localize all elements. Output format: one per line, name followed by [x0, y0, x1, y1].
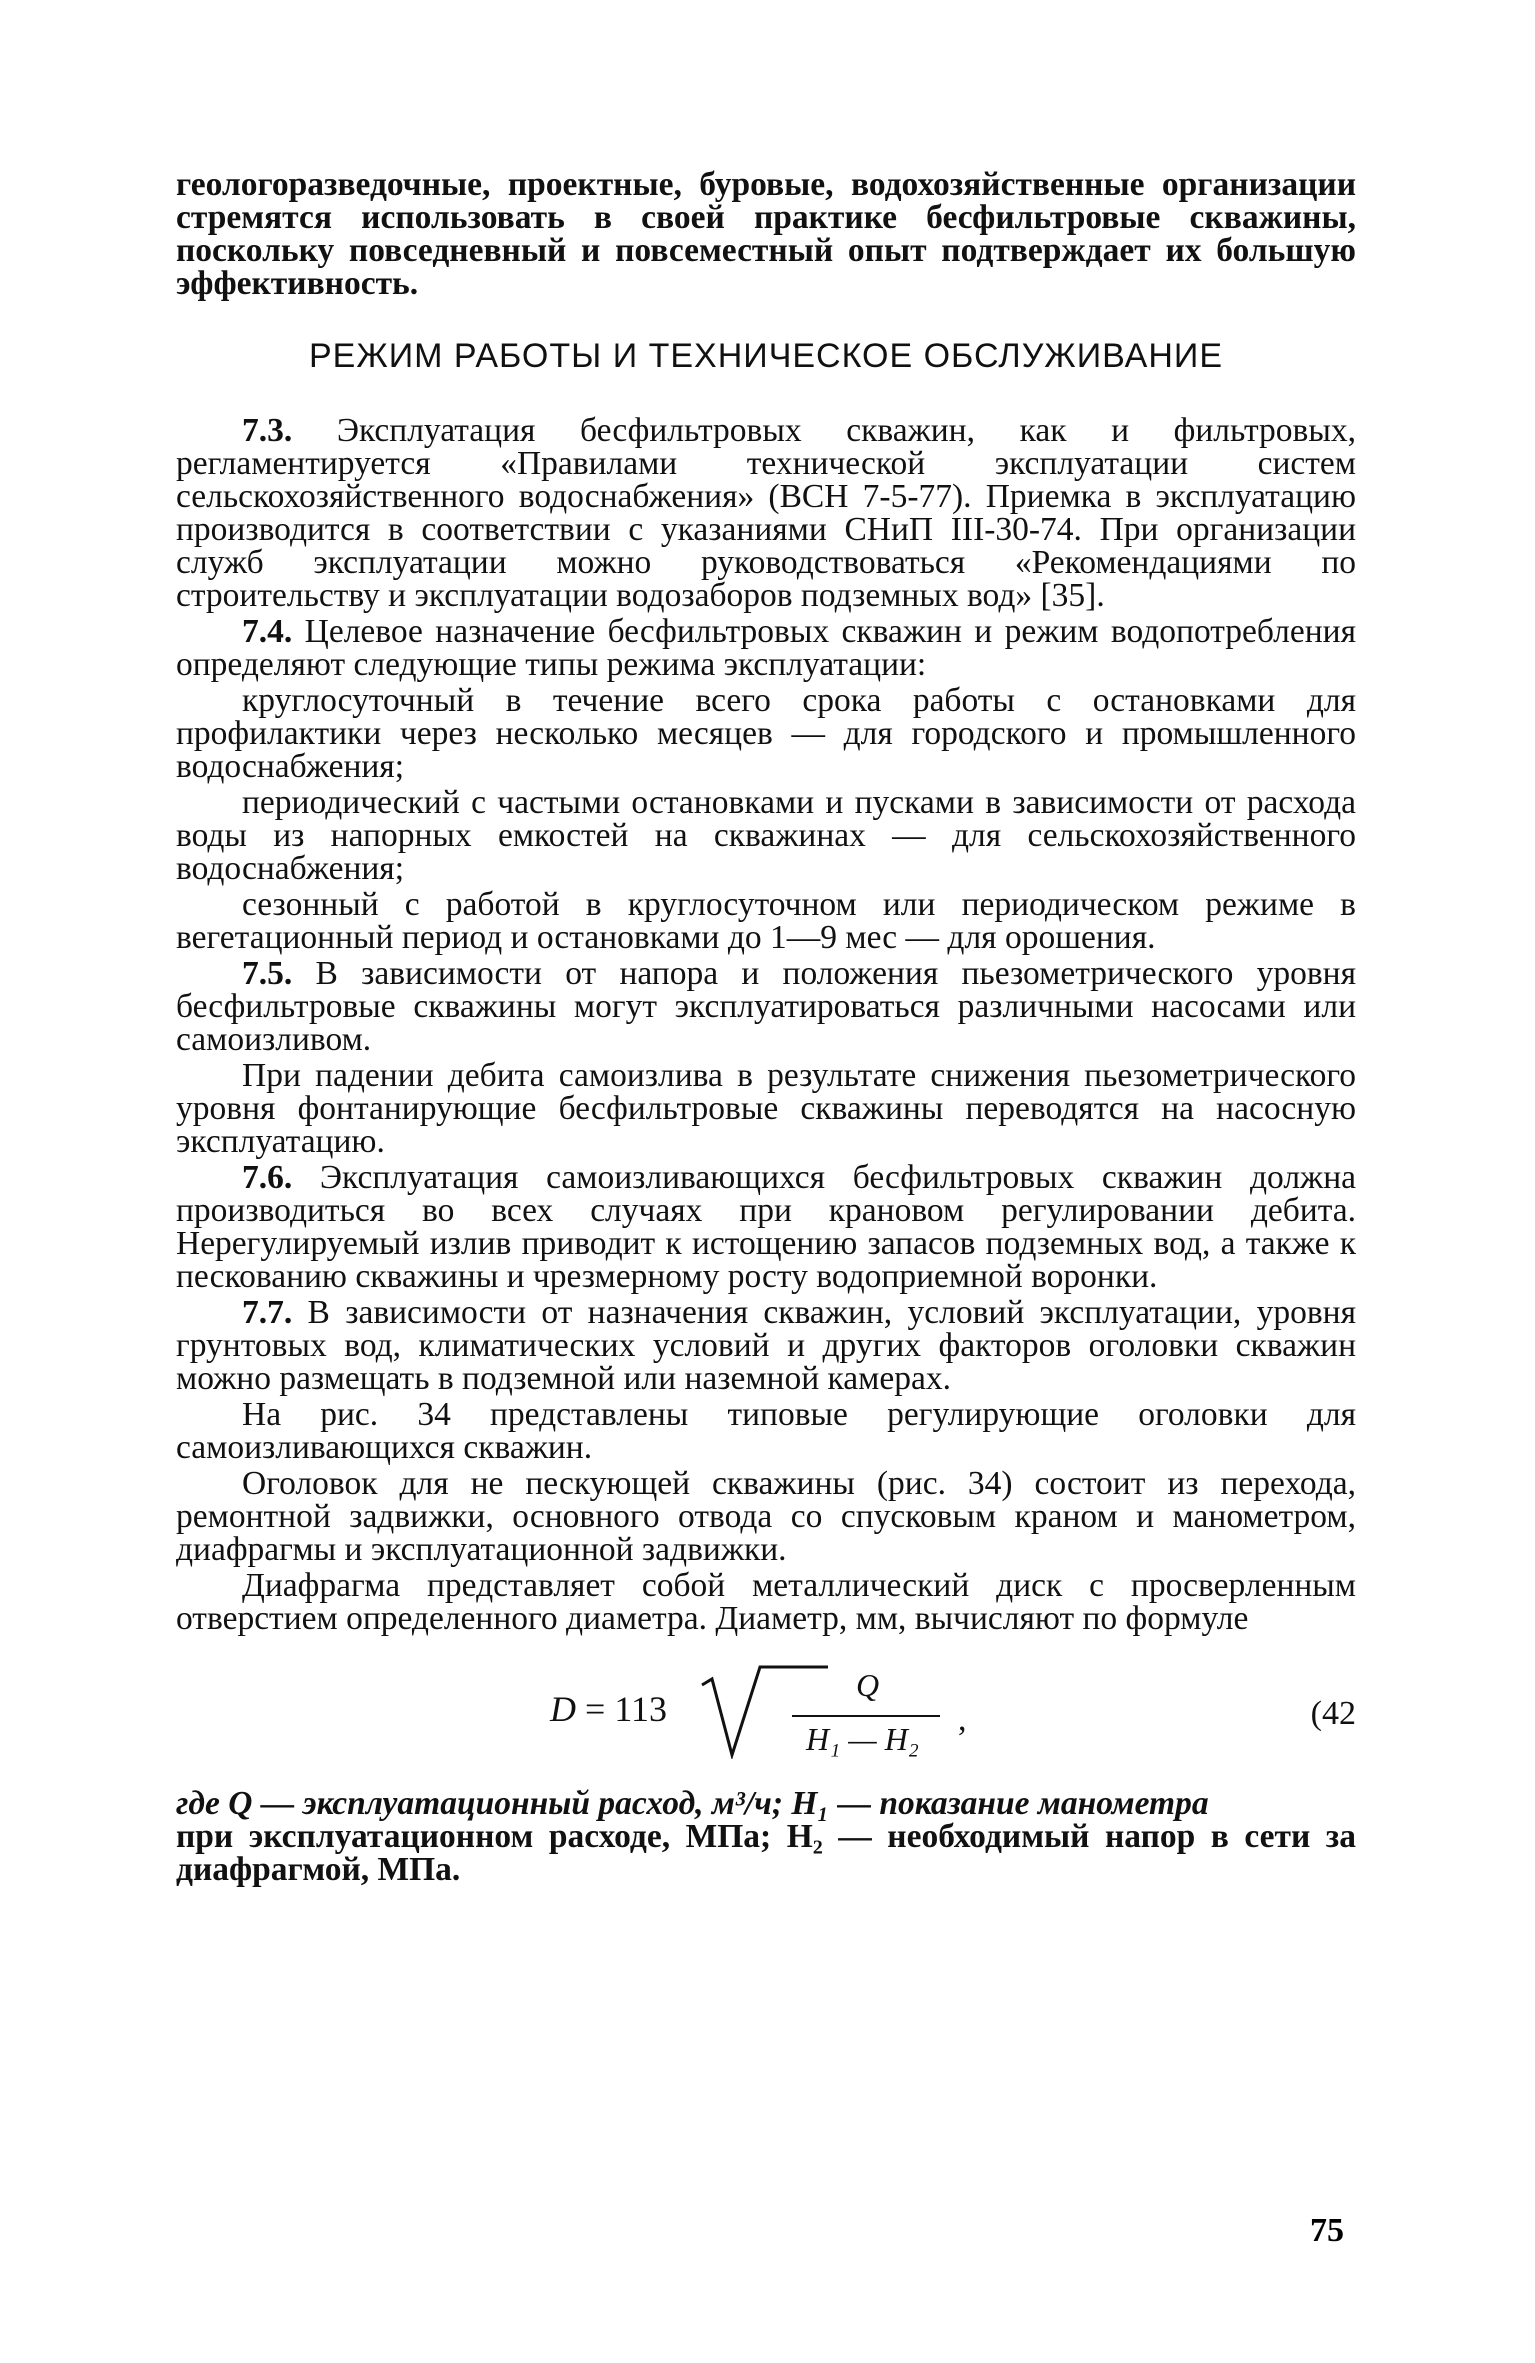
paragraph-text: Целевое назначение бесфильтровых скважин и режим водопотребления определяют следующие типы режима эксплуатации:: [176, 613, 1356, 683]
paragraph-text: Эксплуатация бесфильтровых скважин, как и фильтровых, регламентируется «Правилами технической эксплуатации систем сельскохозяйственного водоснабжения» (ВСН 7-5-77). Приемка в эксплуатацию производится в соответствии с указаниями СНиП III-30-74. При организации служб эксплуатации можно руководствоваться «Рекомендациями по строительству и эксплуатации водозаборов подземных вод» [35].: [176, 412, 1356, 614]
mode-item: круглосуточный в течение всего срока работы с остановками для профилактики через несколько месяцев — для городского и промышленного водоснабжения;: [176, 682, 1356, 785]
mode-item: периодический с частыми остановками и пусками в зависимости от расхода воды из напорных емкостей на скважинах — для сельскохозяйственного водоснабжения;: [176, 784, 1356, 887]
paragraph-7-7: [176, 1296, 1356, 1395]
paragraph-7-5-b: При падении дебита самоизлива в результате снижения пьезометрического уровня фонтанирующие бесфильтровые скважины переводятся на насосную эксплуатацию.: [176, 1057, 1356, 1160]
paragraph-text: Эксплуатация самоизливающихся бесфильтровых скважин должна производиться во всех случаях при крановом регулировании дебита. Нерегулируемый излив приводит к истощению запасов подземных вод, а также к пескованию скважины и чрезмерному росту водоприемной воронки.: [176, 1159, 1356, 1295]
formula-comma: ,: [958, 1701, 967, 1738]
formula-numerator: Q: [856, 1667, 880, 1703]
mode-item: сезонный с работой в круглосуточном или периодическом режиме в вегетационный период и остановками до 1—9 мес — для орошения.: [176, 886, 1356, 956]
formula-coefficient: 113: [614, 1689, 667, 1729]
where-line-2: при эксплуатационном расходе, МПа; H₂ — необходимый напор в сети за диафрагмой, МПа.: [176, 1818, 1356, 1888]
page-number: 75: [1310, 2212, 1344, 2249]
paragraph-7-4: [176, 615, 1356, 681]
section-number: 7.4.: [242, 613, 293, 650]
paragraph-diaphragm: Диафрагма представляет собой металлический диск с просверленным отверстием определенного диаметра. Диаметр, мм, вычисляют по формуле: [176, 1567, 1356, 1637]
formula-variable: D: [550, 1689, 576, 1729]
section-number: 7.3.: [242, 412, 293, 449]
formula-42: [176, 1657, 1356, 1775]
paragraph-text: В зависимости от назначения скважин, условий эксплуатации, уровня грунтовых вод, климатических условий и других факторов оголовки скважин можно размещать в подземной или наземной камерах.: [176, 1294, 1356, 1397]
section-number: 7.6.: [242, 1159, 293, 1196]
paragraph-figure-ref: На рис. 34 представлены типовые регулирующие оголовки для самоизливающихся скважин.: [176, 1396, 1356, 1466]
paragraph-wellhead: Оголовок для не пескующей скважины (рис. 34) состоит из перехода, ремонтной задвижки, основного отвода со спусковым краном и манометром, диафрагмы и эксплуатационной задвижки.: [176, 1465, 1356, 1568]
paragraph-7-6: [176, 1161, 1356, 1293]
formula-number: (42: [1310, 1695, 1356, 1732]
paragraph-7-5: [176, 957, 1356, 1056]
section-heading: РЕЖИМ РАБОТЫ И ТЕХНИЧЕСКОЕ ОБСЛУЖИВАНИЕ: [308, 337, 1224, 375]
formula-equals: =: [576, 1689, 615, 1729]
section-number: 7.5.: [242, 955, 293, 992]
formula-denominator: H₁ — H₂: [806, 1721, 919, 1757]
section-number: 7.7.: [242, 1294, 293, 1331]
formula-lhs: [550, 1689, 667, 1729]
page-body: [176, 168, 1356, 1886]
intro-paragraph: геологоразведочные, проектные, буровые, водохозяйственные организации стремятся использовать в своей практике бесфильтровые скважины, поскольку повседневный и повсеместный опыт подтверждает их большую эффективность.: [176, 166, 1356, 302]
paragraph-text: В зависимости от напора и положения пьезометрического уровня бесфильтровые скважины могут эксплуатироваться различными насосами или самоизливом.: [176, 955, 1356, 1058]
where-line-1: где Q — эксплуатационный расход, м³/ч; H₁ — показание манометра: [176, 1785, 1209, 1822]
fraction-bar: [792, 1715, 940, 1717]
paragraph-7-3: [176, 414, 1356, 612]
